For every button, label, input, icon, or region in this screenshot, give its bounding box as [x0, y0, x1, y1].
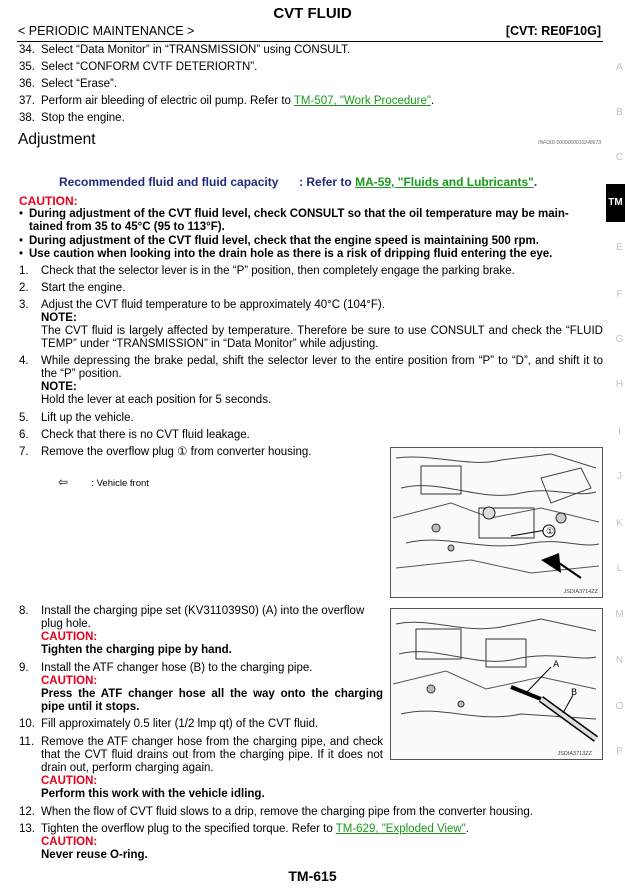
figure-id: JSDIA3714ZZ	[563, 589, 598, 595]
fluids-lubricants-link[interactable]: MA-59, "Fluids and Lubricants"	[355, 175, 534, 189]
step-number: 38.	[19, 112, 35, 124]
index-letter-k[interactable]: K	[616, 518, 623, 529]
step-text: Stop the engine.	[41, 112, 125, 124]
step-text: Select “CONFORM CVTF DETERIORTN”.	[41, 61, 258, 73]
overflow-plug-illustration	[391, 448, 602, 597]
page-number: TM-615	[288, 868, 337, 884]
caution-label: CAUTION:	[41, 631, 98, 643]
vehicle-front-legend: ⇦ : Vehicle front	[58, 475, 149, 489]
figure-overflow-plug	[390, 447, 603, 598]
step-number: 35.	[19, 61, 35, 73]
index-tab-tm[interactable]: TM	[606, 184, 625, 222]
caution-label: CAUTION:	[41, 836, 98, 848]
note-text: Hold the lever at each position for 5 seconds.	[41, 394, 272, 406]
charging-pipe-illustration	[391, 609, 602, 759]
caution-label: CAUTION:	[41, 675, 98, 687]
callout-b-label: B	[571, 688, 578, 698]
step-number: 34.	[19, 44, 35, 56]
section-label: < PERIODIC MAINTENANCE >	[18, 24, 195, 38]
step-text: Select “Data Monitor” in “TRANSMISSION” using CONSULT.	[41, 44, 351, 56]
recommended-label: Recommended fluid and fluid capacity	[59, 175, 279, 189]
index-letter-b[interactable]: B	[616, 107, 623, 118]
index-letter-n[interactable]: N	[615, 655, 624, 666]
step-number: 37.	[19, 95, 35, 107]
callout-a-label: A	[553, 660, 560, 670]
header-divider	[17, 41, 603, 42]
index-letter-l[interactable]: L	[616, 563, 623, 574]
note-label: NOTE:	[41, 381, 77, 393]
index-letter-o[interactable]: O	[615, 701, 624, 712]
callout-1-label: ①	[546, 527, 555, 537]
index-letter-i[interactable]: I	[618, 426, 621, 437]
index-letter-j[interactable]: J	[617, 471, 622, 482]
model-label: [CVT: RE0F10G]	[505, 24, 601, 38]
step-text: Select “Erase”.	[41, 78, 118, 90]
index-letter-a[interactable]: A	[616, 62, 623, 73]
note-label: NOTE:	[41, 312, 77, 324]
index-letter-p[interactable]: P	[616, 746, 623, 757]
step-text: Perform air bleeding of electric oil pump. Refer to	[41, 95, 294, 107]
index-letter-f[interactable]: F	[616, 289, 623, 300]
index-letter-c[interactable]: C	[615, 152, 624, 163]
work-procedure-link[interactable]: TM-507, "Work Procedure"	[293, 95, 431, 107]
page-title: CVT FLUID	[273, 5, 352, 22]
caution-label: CAUTION:	[19, 194, 78, 208]
callout-1-icon: ①	[177, 446, 188, 458]
adjustment-heading: Adjustment	[18, 131, 96, 148]
figure-charging-pipe	[390, 608, 603, 760]
figure-id: JSDIA3713ZZ	[557, 751, 592, 757]
recommended-fluid-row: Recommended fluid and fluid capacity : Refer to MA-59, "Fluids and Lubricants".	[59, 175, 538, 189]
arrow-left-icon: ⇦	[58, 475, 69, 489]
index-letter-h[interactable]: H	[615, 379, 624, 390]
step-number: 36.	[19, 78, 35, 90]
index-letter-g[interactable]: G	[615, 334, 624, 345]
note-text: The CVT fluid is largely affected by temperature. Therefore be sure to use CONSULT and check the “FLUID TEMP” under “TRANSMISSION” in “Data Monitor” while adjusting.	[41, 325, 603, 350]
exploded-view-link[interactable]: TM-629, "Exploded View"	[335, 823, 466, 835]
caution-label: CAUTION:	[41, 775, 98, 787]
index-letter-e[interactable]: E	[616, 242, 623, 253]
index-letter-m[interactable]: M	[615, 609, 624, 620]
info-id: INFOID:0000000010248673	[538, 140, 601, 146]
